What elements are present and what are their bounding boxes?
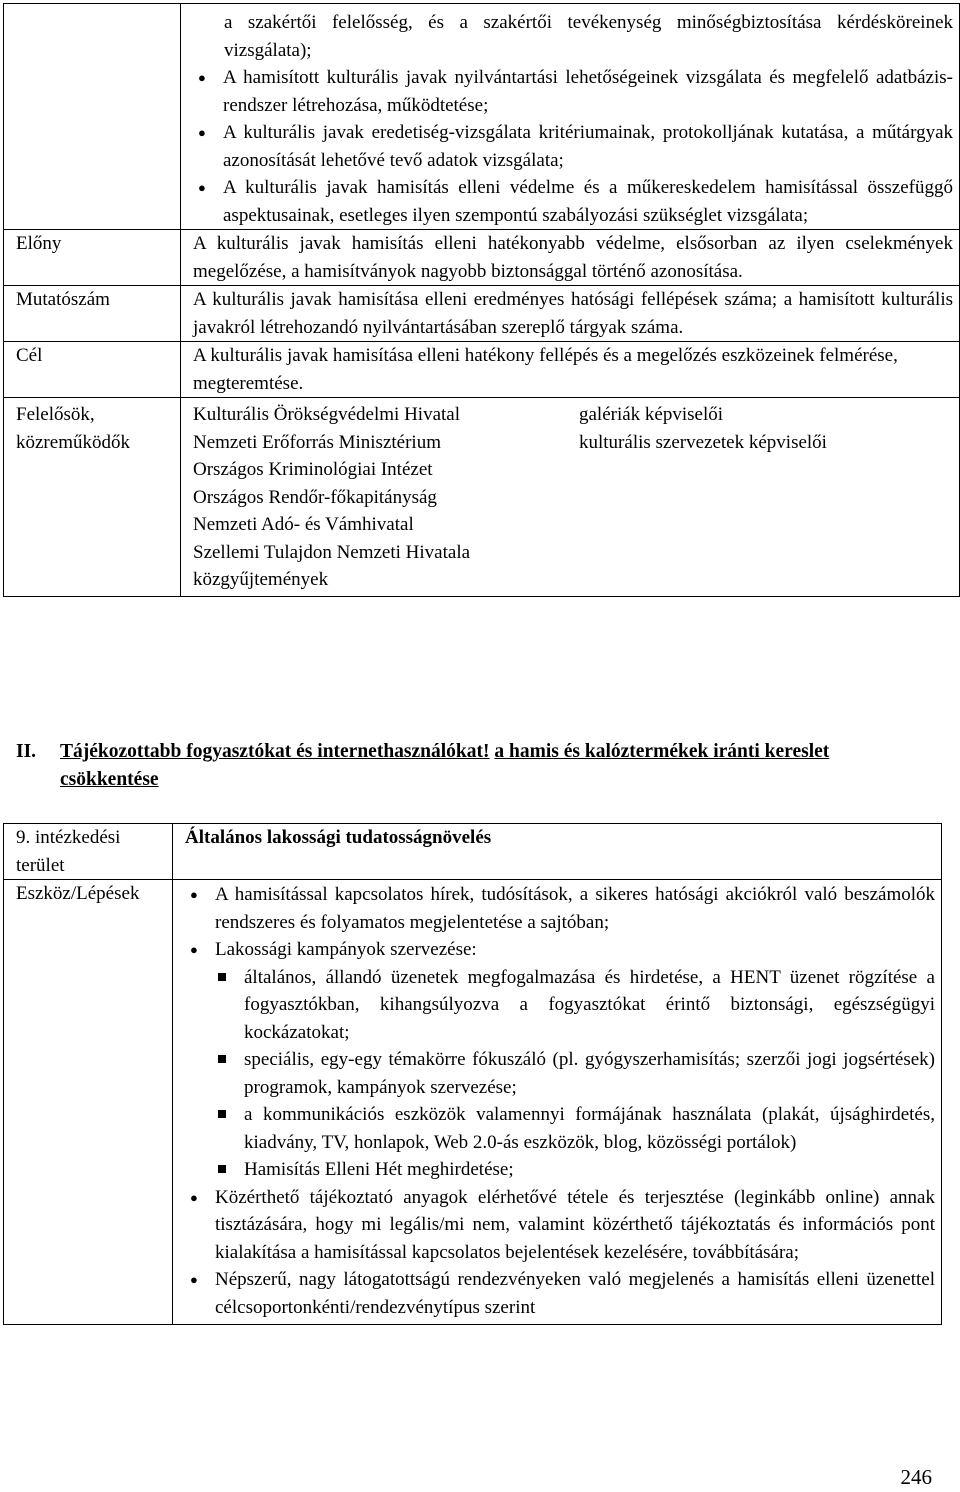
- table-row: [4, 230, 960, 286]
- sub-list-item: Hamisítás Elleni Hét meghirdetése;: [215, 1156, 935, 1184]
- mutatoszam-text: A kulturális javak hamisítása elleni eredményes hatósági fellépések száma; a hamisított kulturális javakról létrehozandó nyilvántartásában szereplő tárgyak száma.: [181, 286, 960, 342]
- tools-cell: [173, 880, 942, 1325]
- section-heading-row: [16, 738, 896, 794]
- bullet-list: [185, 881, 935, 1321]
- table-row: [4, 342, 960, 398]
- section-heading: [16, 738, 896, 794]
- table-row: [4, 4, 960, 230]
- table-row: [4, 398, 960, 597]
- list-item: közgyűjtemények: [193, 569, 329, 590]
- list-item: Országos Kriminológiai Intézet: [193, 459, 433, 480]
- label-cell-empty: [4, 4, 181, 230]
- list-item: ● A hamisítással kapcsolatos hírek, tudósítások, a sikeres hatósági akciókról való beszámolók rendszeres és folyamatos megjelentetése a sajtóban;: [185, 881, 935, 936]
- list-item: ● Népszerű, nagy látogatottságú rendezvényeken való megjelenés a hamisítás elleni üzenettel célcsoportonkénti/rendezvénytípus szerint: [185, 1266, 935, 1321]
- list-item: kulturális szervezetek képviselői: [579, 431, 827, 453]
- sub-list-item: a kommunikációs eszközök valamennyi formájának használata (plakát, újsághirdetés, kiadvány, TV, honlapok, Web 2.0-ás eszközök, blog, közösségi portálok): [215, 1101, 935, 1156]
- square-list: [215, 964, 935, 1184]
- cel-text: A kulturális javak hamisítása elleni hatékony fellépés és a megelőzés eszközeinek felmérése, megteremtése.: [181, 342, 960, 398]
- list-item: Országos Rendőr-főkapitányság: [193, 486, 437, 508]
- row-label-cel: Cél: [4, 342, 181, 398]
- sub-list-item: speciális, egy-egy témakörre fókuszáló (pl. gyógyszerhamisítás; szerzői jogi jogsértések) programok, kampányok szervezése;: [215, 1046, 935, 1101]
- continuation-cell: [181, 4, 960, 230]
- bullet-list: [193, 64, 953, 229]
- section-title-part2: a hamis és kalóztermékek iránti kereslet csökkentése: [60, 741, 830, 790]
- list-item: [185, 936, 935, 1184]
- list-item: ● Közérthető tájékoztató anyagok elérhetővé tétele és terjesztése (leginkább online) annak tisztázására, hogy mi legális/mi nem, valamint közérthető tájékoztatás és információs pont kialakítása a hamisítással kapcsolatos bejelentések kezelésére, továbbítására;: [185, 1184, 935, 1267]
- list-item: ● A kulturális javak hamisítás elleni védelme és a műkereskedelem hamisítással összefüggő aspektusainak, esetleges ilyen szempontú szabályozási szükséglet vizsgálata;: [193, 174, 953, 229]
- measure-table-9: [3, 823, 942, 1325]
- responsible-list: [193, 401, 579, 594]
- row-label-elony: Előny: [4, 230, 181, 286]
- contributor-list: [579, 401, 827, 594]
- responsible-columns: [193, 401, 953, 594]
- row-label-mutatoszam: Mutatószám: [4, 286, 181, 342]
- tools-label: Eszköz/Lépések: [4, 880, 173, 1325]
- list-item-text: Lakossági kampányok szervezése:: [215, 939, 477, 960]
- row-label-felelosok: Felelősök, közreműködők: [4, 398, 181, 597]
- area-label: 9. intézkedési terület: [4, 824, 173, 880]
- section-title: [60, 738, 896, 794]
- section-title-part1: Tájékozottabb fogyasztókat és internethasználókat!: [60, 741, 490, 762]
- sub-list-item: általános, állandó üzenetek megfogalmazása és hirdetése, a HENT üzenet rögzítése a fogyasztókban, kihangsúlyozva a fogyasztókat érintő biztonsági, egészségügyi kockázatokat;: [215, 964, 935, 1047]
- page-number: 246: [900, 1465, 932, 1489]
- list-item: a szakértői felelősség, és a szakértői tevékenység minőségbiztosítása kérdésköreinek vizsgálata);: [224, 12, 953, 61]
- table-row: [4, 880, 942, 1325]
- table-row: [4, 286, 960, 342]
- list-item: Nemzeti Erőforrás Minisztérium: [193, 431, 441, 453]
- list-item: ● A hamisított kulturális javak nyilvántartási lehetőségeinek vizsgálata és megfelelő adatbázis-rendszer létrehozása, működtetése;: [193, 64, 953, 119]
- list-item: ● A kulturális javak eredetiség-vizsgálata kritériumainak, protokolljának kutatása, a műtárgyak azonosítását lehetővé tevő adatok vizsgálata;: [193, 119, 953, 174]
- measure-table-continued: [3, 3, 960, 597]
- list-item: Szellemi Tulajdon Nemzeti Hivatala: [193, 541, 471, 563]
- table-row: [4, 824, 942, 880]
- list-item: Kulturális Örökségvédelmi Hivatal: [193, 404, 460, 425]
- area-title: Általános lakossági tudatosságnövelés: [173, 824, 942, 880]
- section-number: II.: [16, 741, 37, 762]
- list-item: Nemzeti Adó- és Vámhivatal: [193, 514, 414, 535]
- elony-text: A kulturális javak hamisítás elleni hatékonyabb védelme, elsősorban az ilyen cselekmények megelőzése, a hamisítványok nagyobb biztonsággal történő azonosítása.: [181, 230, 960, 286]
- felelosok-cell: [181, 398, 960, 597]
- list-item: galériák képviselői: [579, 404, 724, 425]
